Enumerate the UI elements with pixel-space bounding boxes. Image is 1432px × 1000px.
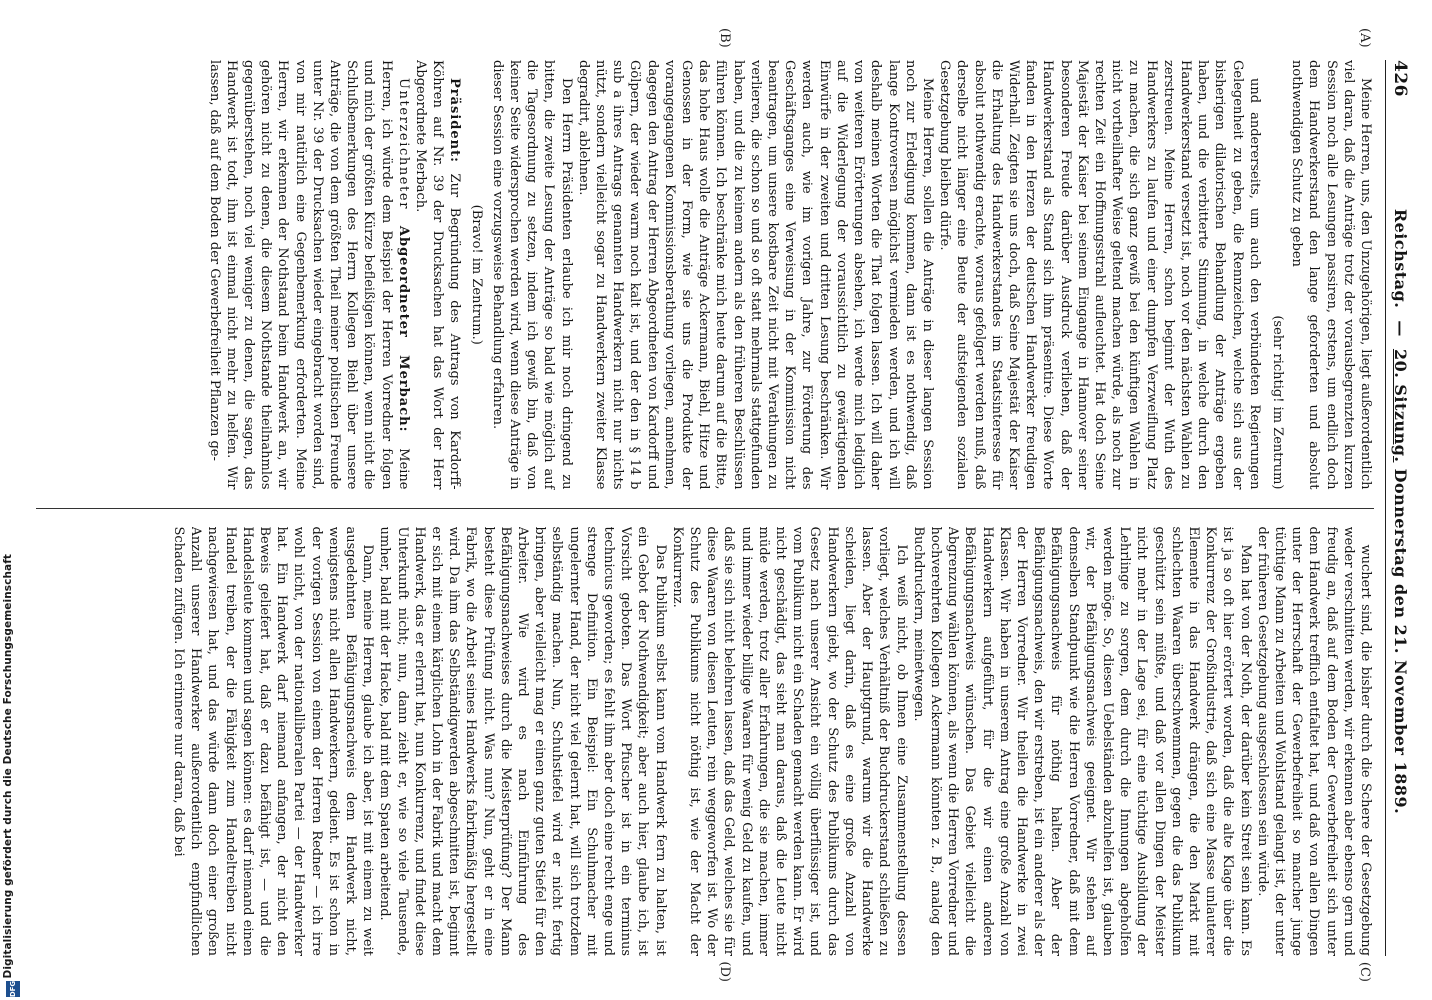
speaker-paragraph: [205, 60, 411, 490]
paragraph: Dann, meine Herren, glaube ich aber, ist mit einem zu weit ausgedehnten Befähigungsnachweis dem Handwerk nicht, wenigstens nicht allen Handwerkern, gedient. Es ist schon in der vorigen Session von einem der Herren Redner — ich irre wohl nicht, von der nationalliberalen Partei — der Handwerker hat. Ein Handwerk darf niemand anfangen, der nicht den Beweis geliefert hat, daß er dazu befähigt ist, — und die Handelsleute kommen und sagen können: es darf niemand einen Handel treiben, der die Fähigkeit zum Handeltreiben nicht nachgewiesen hat, und das würde dann doch einer großen Anzahl unserer Handwerker außerordentlich empfindlichen Schaden zufügen. Ich erinnere nur daran, daß bei: [170, 526, 376, 956]
speaker-text: Meine Herren, ich würde dem Beispiel der Herren Vorredner folgen und mich der größten Kürze befleißigen können, wenn nicht die Schlußbemerkungen des Herrn Kollegen Biehl über unsere Anträge, die von dem größten Theil meiner politischen Freunde unter Nr. 39 der Drucksachen wieder eingebracht worden sind, von mir natürlich eine Gegenbemerkung erforderten. Meine Herren, wir erkennen der Nothstand beim Handwerk an, wir gehören nicht zu denen, die diesem Nothstande theilnahmlos gegenüberstehen, noch viel weniger zu denen, die sagen, das Handwerk ist todt, ihm ist einmal nicht mehr zu helfen. Wir lassen, daß auf dem Boden der Gewerbefreiheit Pflanzen ge-: [206, 60, 411, 490]
paragraph: und andererseits, um auch den verbündeten Regierungen Gelegenheit zu geben, die Rennzeichen, welche sich aus der bisherigen dilatorischen Behandlung der Anträge ergeben haben, und die verbitterte Stimmung, in welche durch den Handwerkerstand versetzt ist, noch vor den nächsten Wahlen zu zerstreuen. Meine Herren, schon beginnt der Wuth des Handwerkers zu laufen und einer dumpfen Verzweiflung Platz zu machen, die sich ganz gewiß bei den künftigen Wahlen in nicht vortheilhafter Weise geltend machen würde, als noch zur rechten Zeit ein Hoffnungsstrahl aufleuchtet. Hat doch Seine Majestät der Kaiser bei seinem Eingange in Hannover seiner besonderen Freude darüber Ausdruck verliehen, daß der Handwerkerstand als Stand sich ihm präsentire. Diese Worte fanden in den Herzen der deutschen Handwerker freudigen Widerhall. Zeigten sie uns doch, daß Seine Majestät der Kaiser die Erhaltung des Handwerkerstandes im Staatsinteresse für absolut nothwendig erachte, woraus gefolgert werden muß, daß derselbe nicht länger eine Beute der aufsteigenden sozialen Gesetzgebung bleiben dürfe.: [937, 60, 1262, 490]
right-column: [36, 527, 1374, 957]
paragraph: Den Herrn Präsidenten erlaube ich mir noch dringend zu bitten, die zweite Lesung der Anträge so bald wie möglich auf die Tagesordnung zu setzen, indem ich gewiß bin, daß von keiner Seite widersprochen werden wird, wenn diese Anträge in dieser Session eine vorzugsweise Behandlung erfahren.: [489, 60, 574, 490]
margin-mark-d: (D): [717, 961, 732, 982]
speaker-intro: Unterzeichneter: [395, 78, 411, 211]
paragraph: Das Publikum selbst kann vom Handwerk fern zu halten, ist ein Gebot der Nothwendigkeit; aber auch hier, glaube ich, ist Vorsicht geboten. Das Wort Pfuscher ist in ein terminus technicus geworden; es fehlt ihm aber doch eine recht enge und strenge Definition. Ein Beispiel: Ein Schuhmacher mit ungelernter Hand, der nicht viel gelernt hat, will sich trotzdem selbständig machen. Nun, Schuhstiefel wird er nicht fertig bringen, aber vielleicht mag er einen ganz guten Stiefel für den Arbeiter. Wie wird es nach Einführung des Befähigungsnachweises durch die Meisterprüfung? Der Mann besteht diese Prüfung nicht. Was nun? Nun, geht er in eine Fabrik, wo die Arbeit seines Handwerks fabrikmäßig hergestellt wird. Da ihm das Selbständigwerden abgeschnitten ist, beginnt er sich mit einem kärglichen Lohn in der Fabrik und macht dem Handwerk, das er erlernt hat, nun Konkurrenz, und findet diese Unterkunft nicht; nun, dann zieht er, wie so viele Tausende, umher, bald mit der Hacke, bald mit dem Spaten arbeitend.: [377, 526, 668, 956]
header-body: Reichstag.: [1391, 208, 1410, 309]
left-column: [36, 60, 1374, 490]
margin-mark-b: (B): [717, 28, 732, 48]
digitization-notice: Digitalisierung gefördert durch die Deutsche Forschungsgemeinschaft: [2, 553, 14, 978]
running-title: [1391, 97, 1410, 926]
dfg-logo-icon: DFG: [6, 981, 20, 997]
paragraph: Man hat von der Noth, der darüber kein Streit sein kann. Es ist ja so oft hier erörtert worden, daß die alte Klage über die Konkurrenz der Großindustrie, daß sich eine Masse unlauterer Elemente in das Handwerk drängen, die den Markt mit schlechten Waaren überschwemmen, gegen die das Publikum geschützt sein müßte, und daß vor allen Dingen der Meister nicht mehr in der Lage sei, für eine tüchtige Ausbildung der Lehrlinge zu sorgen, dem durch die Innungen abgeholfen werden möge. So, diesen Uebelständen abzuhelfen ist, glauben wir, der Befähigungsnachweis geeignet. Wir stehen auf demselben Standpunkt wie die Herren Vorredner, daß mit dem Befähigungsnachweis für nöthig halten. Aber der Befähigungsnachweis, den wir erstreben, ist ein anderer als der der Herren Vorredner. Wir theilen die Handwerke in zwei Klassen. Wir haben in unserem Antrag eine große Anzahl von Handwerkern aufgeführt, für die wir einen anderen Befähigungsnachweis wünschen. Das Gebiet vielleicht die Abgrenzung wählen können, als wenn die Herren Vorredner und hochverehrten Kollegen Ackermann könnten z. B., analog den Buchdruckern, meinetwegen.: [910, 526, 1253, 956]
paragraph: wuchert sind, die bisher durch die Schere der Gesetzgebung weder verschnitten werden, wir erkennen aber ebenso gern und freudig an, daß auf dem Boden der Gewerbefreiheit sich unter dem Handwerk trefflich entfaltet hat, und daß von allen Dingen unter der Herrschaft der Gewerbefreiheit so mancher junge tüchtige Mann zu Arbeiten und Wohlstand gelangt ist, der unter der früheren Gesetzgebung ausgeschlossen sein würde.: [1254, 526, 1373, 956]
interjection: (sehr richtig! im Zentrum): [1269, 315, 1285, 490]
speaker-label: Abgeordneter Merbach:: [395, 225, 411, 433]
president-label: Präsident:: [447, 78, 463, 163]
margin-mark-a: (A): [1357, 28, 1372, 48]
header-sitting: 20. Sitzung.: [1391, 348, 1410, 463]
text-columns: [36, 60, 1374, 956]
header-separator: —: [1391, 320, 1410, 337]
paragraph: Ich weiß nicht, ob Ihnen eine Zusammenstellung dessen vorliegt, welches Verhältniß der Buchdruckerstand schließen zu lassen. Aber der Hauptgrund, warum wir die Handwerke scheiden, liegt darin, daß es eine große Anzahl von Handwerkern giebt, wo der Schutz des Publikums durch das Gesetz nach unserer Ansicht ein völlig überflüssiger ist, und vom Publikum nicht ein Schaden gemacht werden kann. Er wird nicht geschädigt, das sieht man daraus, daß die Leute nicht müde werden, trotz aller Erfahrungen, die sie machen, immer und immer wieder billige Waaren für wenig Geld zu kaufen, und daß sie sich nicht belehren lassen, daß das Geld, welches sie für diese Waaren von diesen Leuten, rein weggeworfen ist. Wo der Schutz des Publikums nicht nöthig ist, wie der Macht der Konkurrenz.: [669, 526, 909, 956]
paragraph: Meine Herren, uns, den Unzugehörigen, liegt außerordentlich viel daran, daß die Anträge trotz der vorausbegrenzten kurzen Session noch alle Lesungen passiren, erstens, um endlich doch dem Handwerkerstand den lange geforderten und absolut nothwendigen Schutz zu geben: [1289, 60, 1373, 490]
margin-mark-c: (C): [1357, 961, 1372, 982]
interjection: (Bravo! im Zentrum.): [468, 204, 484, 345]
page-header: [1385, 60, 1410, 956]
header-date: Donnerstag den 21. November 1889.: [1391, 468, 1410, 815]
president-paragraph: [412, 60, 464, 490]
paragraph: Meine Herren, sollen die Anträge in dieser langen Session noch zur Erledigung kommen, dann ist es nothwendig, daß lange Kontroversen möglichst vermieden werden, und ich will deshalb meinen Worten die That folgen lassen. Ich will daher von weiteren Erörterungen absehen, ich werde mich lediglich auf die Widerlegung der voraussichtlich zu gewärtigenden Einwürfe in der zweiten und dritten Lesung beschränken. Wir werden auch, wie im vorigen Jahre, zur Förderung des Geschäftsganges eine Verweisung in der Kommission nicht beantragen, um unsere kostbare Zeit nicht mit Verathungen zu verlieren, die schon so und so oft statt mehrmals stattgefunden haben, und die zu keinem andern als den früheren Beschlüssen führen können. Ich beschränke mich heute darum auf die Bitte, das hohe Haus wolle die Anträge Ackermann, Biehl, Hitze und Genossen in der Form, wie sie uns die Produkte der vorangegangenen Kommissionsberathung vorliegen, annehmen, dagegen den Antrag der Herren Abgeordneten von Kardorff und Gölpern, der wieder warm noch kalt ist, und der den in § 14 b sub a ihres Antrags genannten Handwerkern nicht nur nichts nützt, sondern vielleicht sogar zu Handwerkern zweiter Klasse degradirt, ablehnen.: [575, 60, 935, 490]
page-number: 426: [1390, 60, 1410, 97]
president-text: Zur Begründung des Antrags von Kardorff-Köhren auf Nr. 39 der Drucksachen hat das Wort der Herr Abgeordnete Merbach.: [413, 60, 463, 490]
column-divider: [36, 508, 1374, 509]
